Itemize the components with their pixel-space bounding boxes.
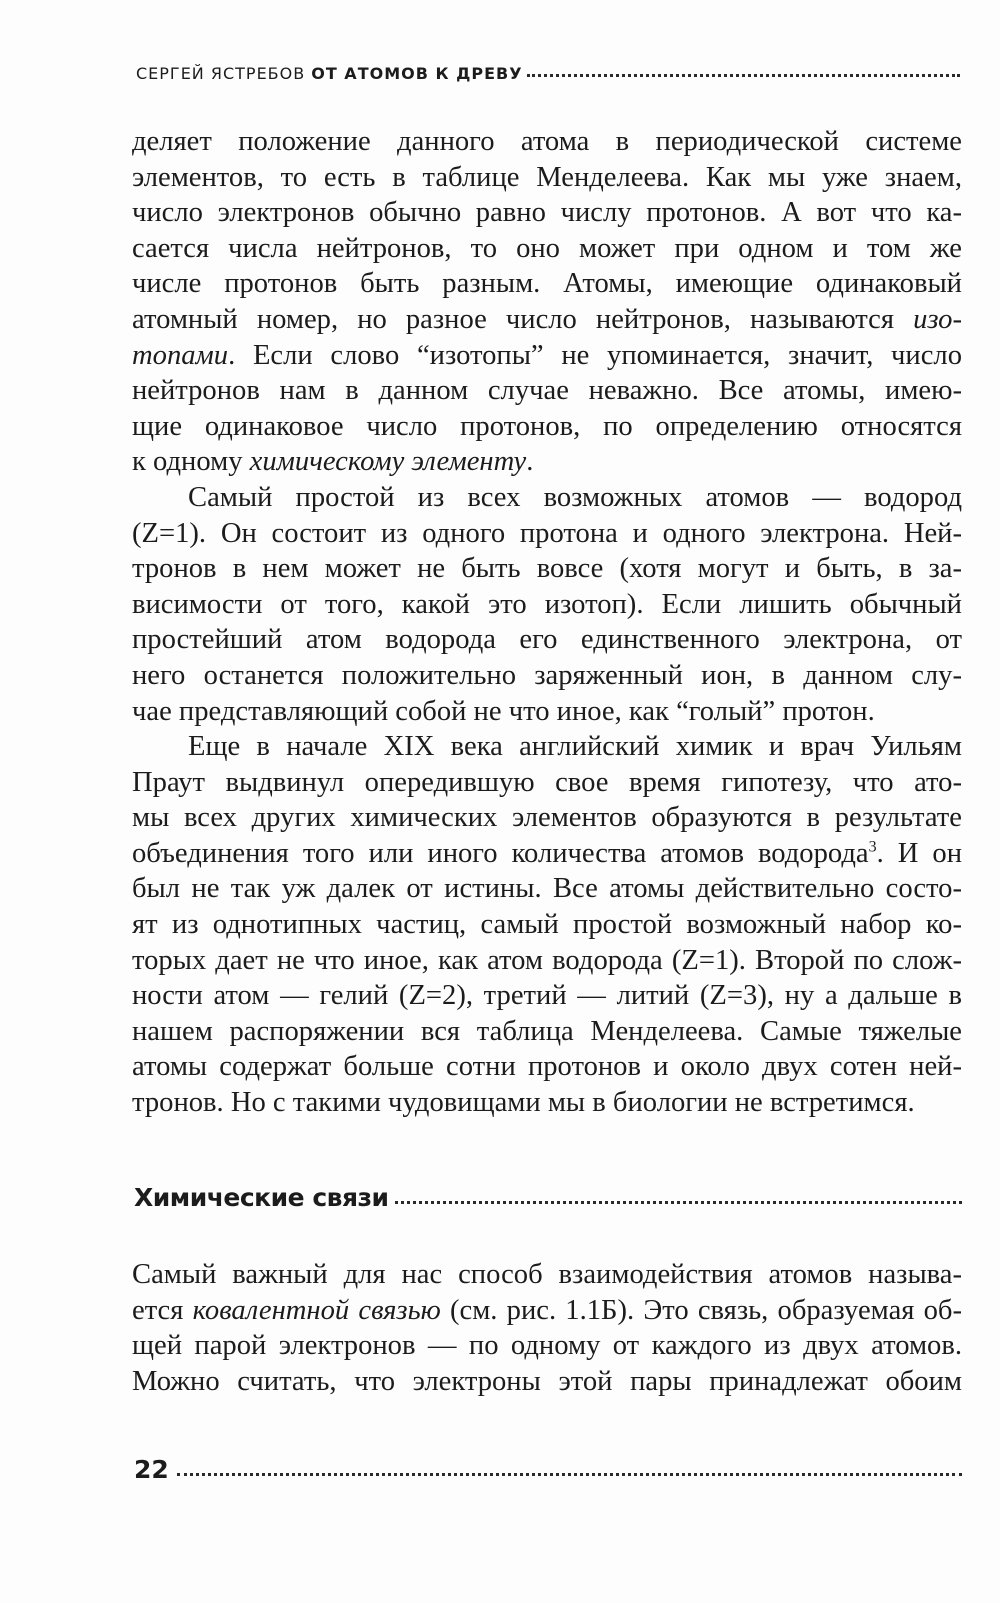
text-line: него останется положительно заряженный ион, в данном слу-	[132, 659, 962, 691]
text-line: Можно считать, что электроны этой пары принадлежат обоим	[132, 1365, 962, 1397]
text-run: ется	[132, 1294, 184, 1326]
text-line	[132, 302, 962, 338]
dotted-leader	[395, 1201, 962, 1204]
text-run: . Если слово “изотопы” не упоминается, значит, число	[228, 339, 962, 371]
text-line: щие одинаковое число протонов, по определению относятся	[132, 410, 962, 442]
text-line: (Z=1). Он состоит из одного протона и одного электрона. Ней-	[132, 517, 962, 549]
text-line: числе протонов быть разным. Атомы, имеющие одинаковый	[132, 268, 962, 300]
section-title: Химические связи	[134, 1183, 389, 1212]
text-line: нейтронов нам в данном случае неважно. Все атомы, имею-	[132, 375, 962, 407]
text-line: висимости от того, какой это изотоп). Если лишить обычный	[132, 588, 962, 620]
text-line: элементов, то есть в таблице Менделеева. Как мы уже знаем,	[132, 161, 962, 193]
text-line	[132, 1293, 962, 1329]
page-footer	[134, 1455, 962, 1484]
text-run: . И он	[876, 837, 962, 869]
text-line: Самый простой из всех возможных атомов — водород	[188, 481, 962, 513]
running-head-book-title: ОТ АТОМОВ К ДРЕВУ	[311, 64, 523, 83]
text-line: деляет положение данного атома в периодической системе	[132, 126, 962, 157]
italic-term-isotopes-part1: изо-	[913, 303, 962, 335]
text-run: (см. рис. 1.1Б). Это связь, образуемая об-	[449, 1294, 962, 1326]
text-line: простейший атом водорода его единственного электрона, от	[132, 624, 962, 656]
footnote-marker[interactable]: 3	[868, 838, 877, 856]
text-line: нашем распоряжении вся таблица Менделеева. Самые тяжелые	[132, 1015, 962, 1047]
text-line: атомы содержат больше сотни протонов и около двух сотен ней-	[132, 1051, 962, 1083]
text-run: объединения того или иного количества атомов водорода	[132, 837, 869, 869]
text-line	[132, 338, 962, 374]
dotted-leader	[177, 1473, 962, 1476]
text-line: Праут выдвинул опередившую свое время гипотезу, что ато-	[132, 766, 962, 798]
paragraph-1	[132, 124, 962, 480]
text-line	[132, 836, 962, 872]
italic-term-chemical-element: химическому элементу	[249, 446, 527, 478]
dotted-leader	[527, 74, 960, 77]
main-text	[132, 124, 962, 1121]
text-line: торых дает не что иное, как атом водорода (Z=1). Второй по слож-	[132, 944, 962, 976]
text-line: Еще в начале XIX века английский химик и врач Уильям	[188, 731, 962, 763]
paragraph-3	[132, 729, 962, 1121]
text-line: ности атом — гелий (Z=2), третий — литий (Z=3), ну а дальше в	[132, 980, 962, 1012]
text-run: атомный номер, но разное число нейтронов, называются	[132, 303, 894, 335]
text-line: чае представляющий собой не что иное, как “голый” протон.	[132, 695, 875, 727]
text-line: сается числа нейтронов, то оно может при одном и том же	[132, 232, 962, 264]
text-line: был не так уж далек от истины. Все атомы действительно состо-	[132, 873, 962, 905]
text-line	[132, 444, 962, 480]
running-head	[136, 64, 960, 83]
text-run: .	[526, 446, 534, 478]
running-head-author: СЕРГЕЙ ЯСТРЕБОВ	[136, 64, 306, 83]
text-line: число электронов обычно равно числу протонов. А вот что ка-	[132, 197, 962, 229]
text-line: Самый важный для нас способ взаимодействия атомов называ-	[132, 1259, 962, 1290]
page-number: 22	[134, 1455, 169, 1484]
text-run: к одному	[132, 446, 243, 478]
section-heading	[134, 1183, 962, 1212]
text-line: мы всех других химических элементов образуются в результате	[132, 802, 962, 834]
italic-term-covalent-bond: ковалентной связью	[192, 1294, 441, 1326]
text-line: тронов в нем может не быть вовсе (хотя могут и быть, в за-	[132, 553, 962, 585]
text-line: щей парой электронов — по одному от каждого из двух атомов.	[132, 1330, 962, 1362]
paragraph-2	[132, 480, 962, 729]
italic-term-isotopes-part2: топами	[132, 339, 229, 371]
text-line: ят из однотипных частиц, самый простой возможный набор ко-	[132, 909, 962, 941]
section-text	[132, 1257, 962, 1399]
text-line: тронов. Но с такими чудовищами мы в биологии не встретимся.	[132, 1087, 915, 1119]
